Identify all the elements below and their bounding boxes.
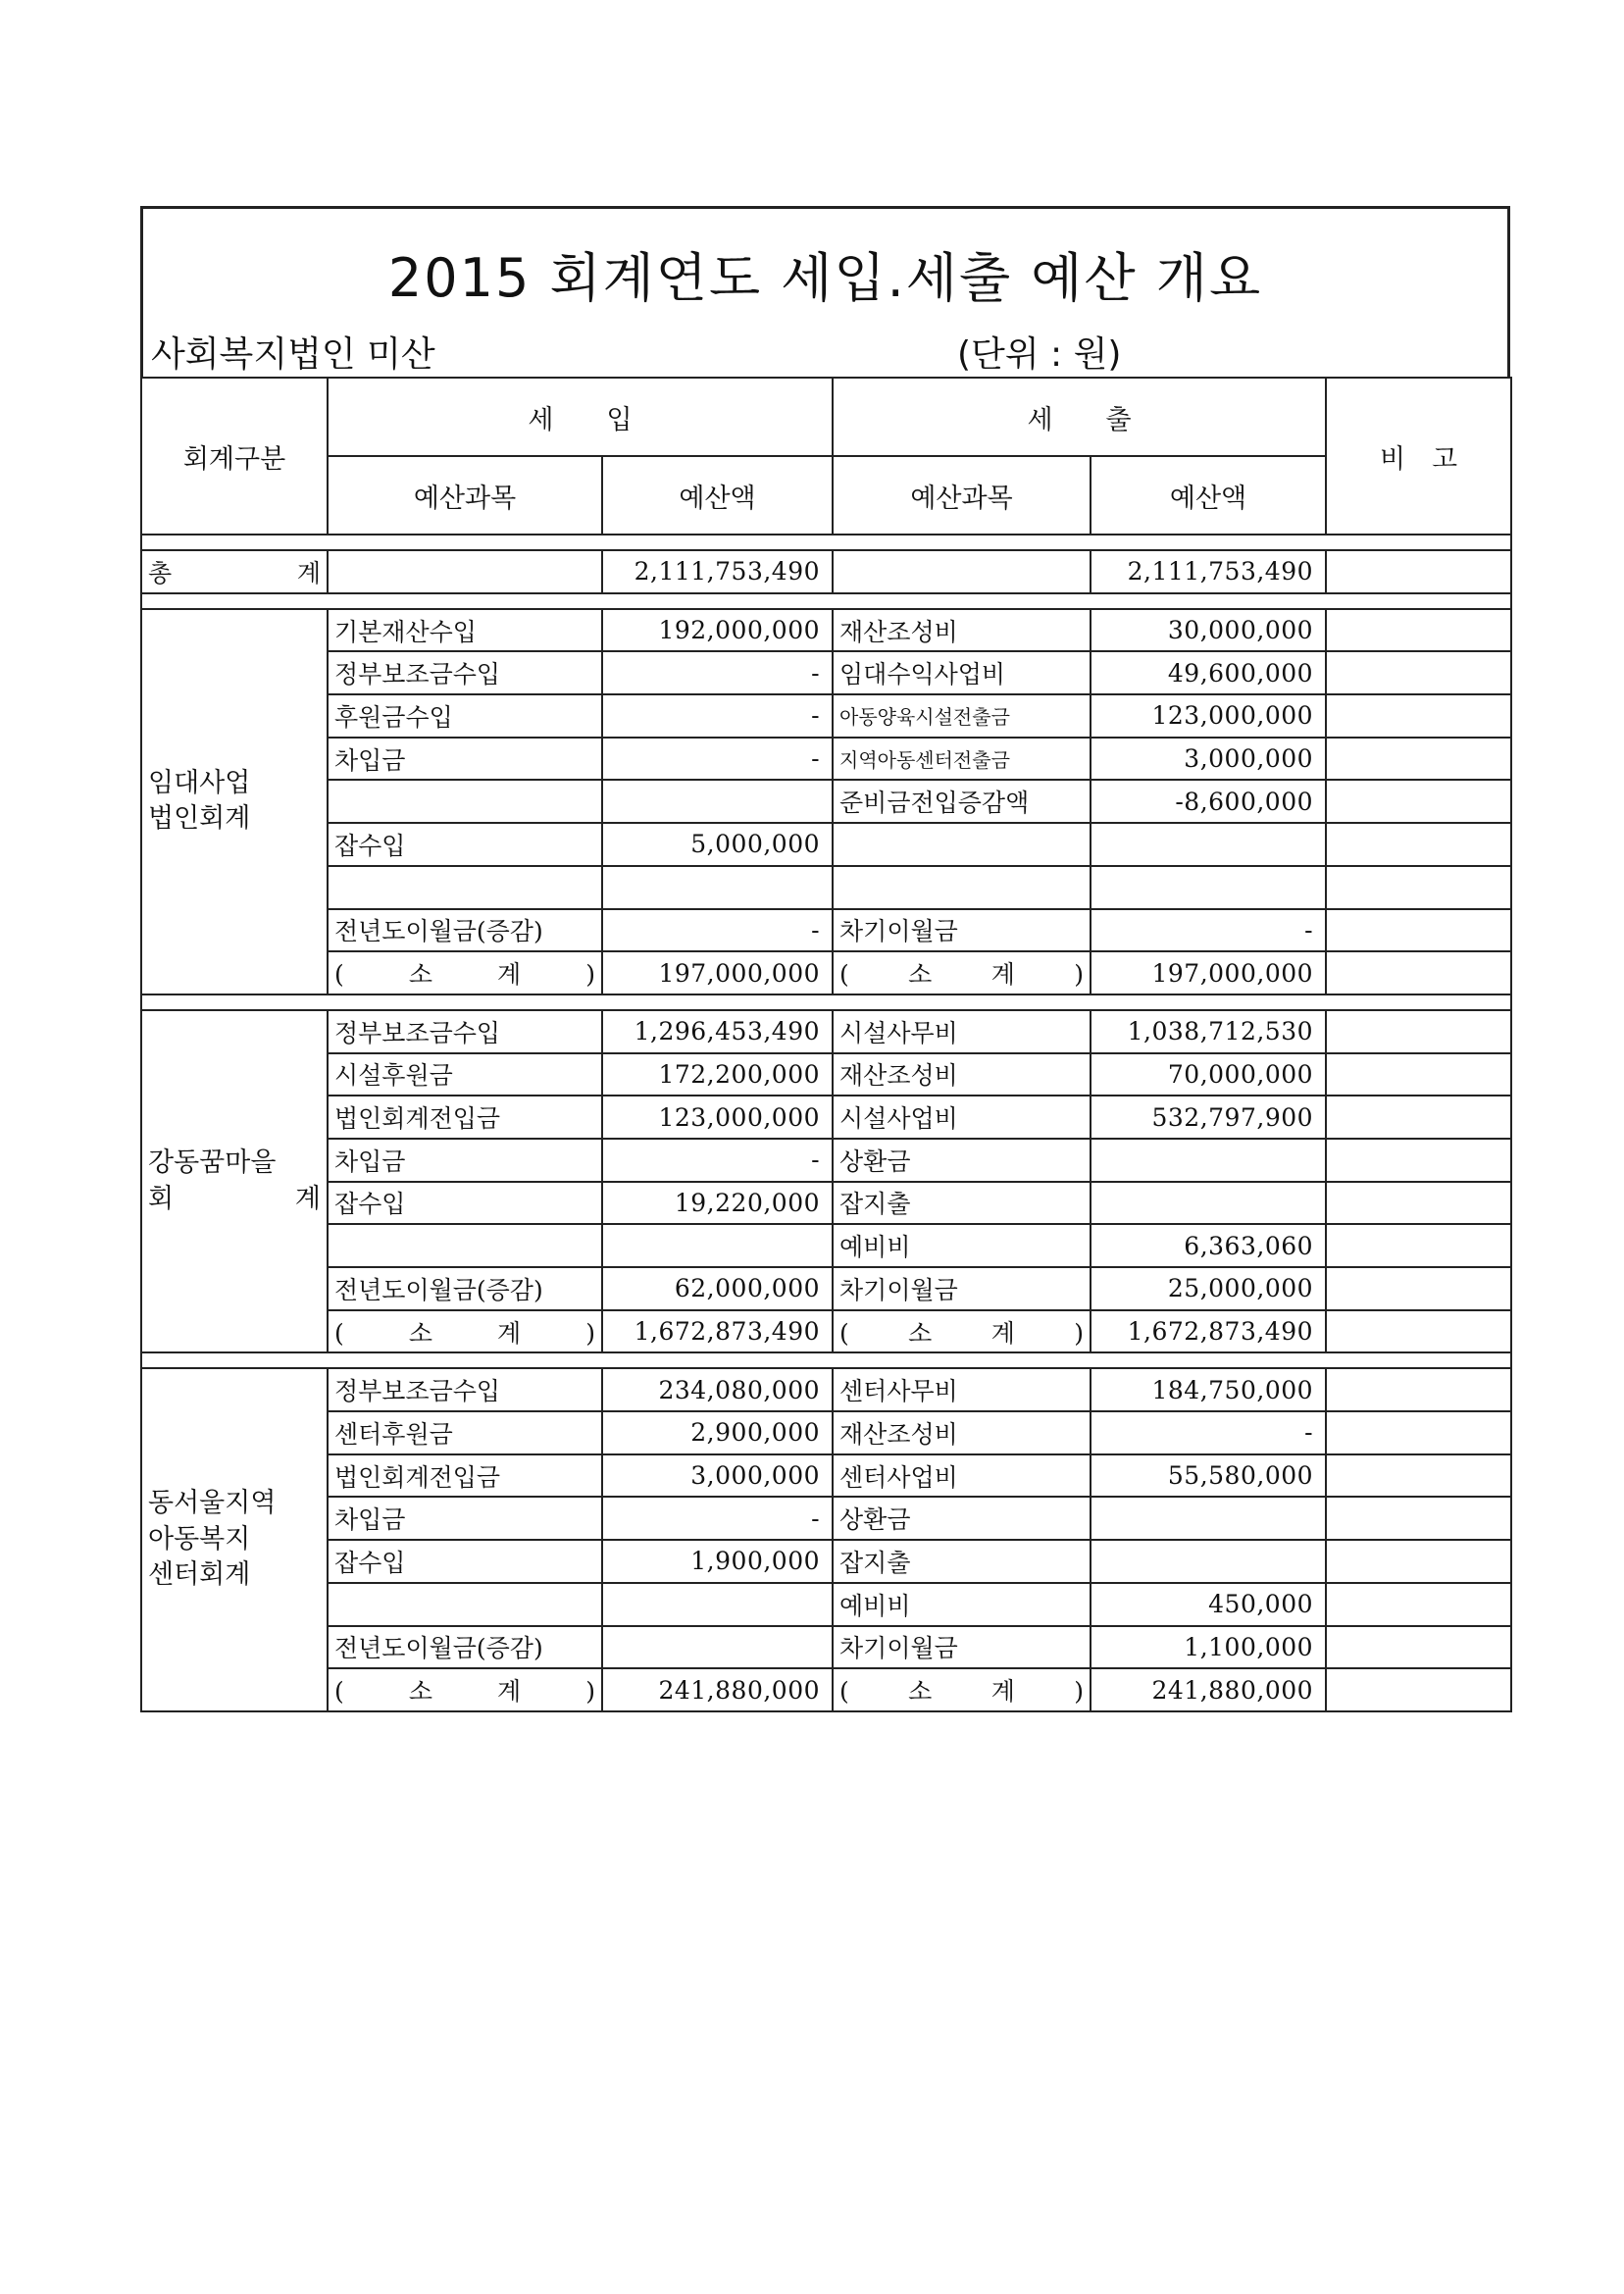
- remarks-cell: [1326, 951, 1511, 994]
- table-row: [141, 1368, 1511, 1411]
- expenditure-amount: 532,797,900: [1091, 1096, 1326, 1139]
- revenue-item: 시설후원금: [328, 1053, 602, 1096]
- expenditure-item: 준비금전입증감액: [833, 780, 1091, 823]
- revenue-amount: 19,220,000: [602, 1182, 833, 1225]
- expenditure-amount: [1091, 1497, 1326, 1540]
- expenditure-amount: 1,038,712,530: [1091, 1010, 1326, 1053]
- expenditure-item: ( 소 계 ): [833, 951, 1091, 994]
- expenditure-amount: 1,672,873,490: [1091, 1310, 1326, 1353]
- expenditure-item: [833, 823, 1091, 866]
- table-row: [141, 909, 1511, 952]
- expenditure-item: 예비비: [833, 1224, 1091, 1267]
- table-row: [141, 866, 1511, 909]
- revenue-amount: 2,900,000: [602, 1411, 833, 1454]
- expenditure-amount: -: [1091, 909, 1326, 952]
- revenue-amount: -: [602, 1139, 833, 1182]
- header-remarks: 비 고: [1326, 378, 1511, 535]
- expenditure-item: 차기이월금: [833, 1626, 1091, 1669]
- section-name-line: 회 계: [148, 1183, 321, 1214]
- table-row: [141, 1540, 1511, 1583]
- revenue-item: 기본재산수입: [328, 609, 602, 652]
- revenue-amount: -: [602, 1497, 833, 1540]
- remarks-cell: [1326, 1267, 1511, 1310]
- revenue-item: [328, 866, 602, 909]
- revenue-item: 차입금: [328, 738, 602, 781]
- revenue-item: 정부보조금수입: [328, 1368, 602, 1411]
- expenditure-amount: 197,000,000: [1091, 951, 1326, 994]
- revenue-amount: 234,080,000: [602, 1368, 833, 1411]
- expenditure-item: 차기이월금: [833, 909, 1091, 952]
- table-row: [141, 1182, 1511, 1225]
- header-revenue: 세 입: [328, 378, 833, 456]
- table-row: [141, 738, 1511, 781]
- expenditure-item: 잡지출: [833, 1540, 1091, 1583]
- expenditure-item: 지역아동센터전출금: [833, 738, 1091, 781]
- table-row: [141, 1096, 1511, 1139]
- revenue-item: 차입금: [328, 1139, 602, 1182]
- expenditure-item: 센터사무비: [833, 1368, 1091, 1411]
- expenditure-item: 재산조성비: [833, 1411, 1091, 1454]
- table-row: [141, 1267, 1511, 1310]
- remarks-cell: [1326, 1540, 1511, 1583]
- table-row: [141, 823, 1511, 866]
- expenditure-item: 임대수익사업비: [833, 651, 1091, 694]
- table-row: [141, 1053, 1511, 1096]
- remarks-cell: [1326, 694, 1511, 738]
- revenue-amount: [602, 1224, 833, 1267]
- expenditure-amount: 241,880,000: [1091, 1668, 1326, 1711]
- table-row: [141, 780, 1511, 823]
- expenditure-amount: 55,580,000: [1091, 1454, 1326, 1498]
- remarks-cell: [1326, 1139, 1511, 1182]
- remarks-cell: [1326, 1583, 1511, 1626]
- expenditure-item: 상환금: [833, 1139, 1091, 1182]
- expenditure-amount: 1,100,000: [1091, 1626, 1326, 1669]
- revenue-item: 법인회계전입금: [328, 1454, 602, 1498]
- unit-label: (단위 : 원): [957, 334, 1122, 375]
- header-division: 회계구분: [141, 378, 328, 535]
- title-box: [140, 206, 1510, 377]
- revenue-item: 센터후원금: [328, 1411, 602, 1454]
- section-name-line: 센터회계: [148, 1559, 251, 1591]
- section-name-line: 임대사업: [148, 767, 251, 798]
- budget-table: [140, 377, 1512, 1712]
- expenditure-amount: 450,000: [1091, 1583, 1326, 1626]
- grand-total-rev-amount: 2,111,753,490: [602, 550, 833, 593]
- section-name: [141, 609, 328, 994]
- document-title: 2015 회계연도 세입.세출 예산 개요: [387, 247, 1263, 309]
- revenue-amount: -: [602, 909, 833, 952]
- expenditure-amount: 123,000,000: [1091, 694, 1326, 738]
- section-name-line: 동서울지역: [148, 1488, 277, 1519]
- revenue-amount: 62,000,000: [602, 1267, 833, 1310]
- header-rev-item: 예산과목: [328, 456, 602, 535]
- revenue-item: 전년도이월금(증감): [328, 909, 602, 952]
- expenditure-item: 시설사업비: [833, 1096, 1091, 1139]
- revenue-amount: 3,000,000: [602, 1454, 833, 1498]
- revenue-item: [328, 1224, 602, 1267]
- expenditure-amount: [1091, 1182, 1326, 1225]
- remarks-cell: [1326, 609, 1511, 652]
- expenditure-amount: 25,000,000: [1091, 1267, 1326, 1310]
- revenue-item: ( 소 계 ): [328, 1310, 602, 1353]
- revenue-item: 잡수입: [328, 1182, 602, 1225]
- table-row: [141, 1224, 1511, 1267]
- revenue-item: 전년도이월금(증감): [328, 1267, 602, 1310]
- expenditure-amount: [1091, 866, 1326, 909]
- section-name: [141, 1368, 328, 1711]
- expenditure-item: ( 소 계 ): [833, 1668, 1091, 1711]
- revenue-item: 정부보조금수입: [328, 651, 602, 694]
- table-row: [141, 1411, 1511, 1454]
- expenditure-amount: 3,000,000: [1091, 738, 1326, 781]
- expenditure-item: 상환금: [833, 1497, 1091, 1540]
- revenue-amount: 123,000,000: [602, 1096, 833, 1139]
- table-row: [141, 1010, 1511, 1053]
- revenue-amount: -: [602, 651, 833, 694]
- expenditure-amount: [1091, 823, 1326, 866]
- expenditure-amount: 30,000,000: [1091, 609, 1326, 652]
- table-row: [141, 951, 1511, 994]
- grand-total-rev-item: [328, 550, 602, 593]
- remarks-cell: [1326, 1411, 1511, 1454]
- expenditure-amount: 184,750,000: [1091, 1368, 1326, 1411]
- table-row: [141, 1454, 1511, 1498]
- revenue-amount: -: [602, 694, 833, 738]
- expenditure-amount: 49,600,000: [1091, 651, 1326, 694]
- section-name-line: 아동복지: [148, 1523, 251, 1555]
- revenue-amount: [602, 866, 833, 909]
- expenditure-item: 센터사업비: [833, 1454, 1091, 1498]
- expenditure-amount: 70,000,000: [1091, 1053, 1326, 1096]
- remarks-cell: [1326, 1454, 1511, 1498]
- header-rev-amount: 예산액: [602, 456, 833, 535]
- budget-document: [140, 206, 1510, 1712]
- remarks-cell: [1326, 1668, 1511, 1711]
- remarks-cell: [1326, 738, 1511, 781]
- grand-total-exp-amount: 2,111,753,490: [1091, 550, 1326, 593]
- remarks-cell: [1326, 1096, 1511, 1139]
- revenue-item: 잡수입: [328, 1540, 602, 1583]
- remarks-cell: [1326, 823, 1511, 866]
- table-row: [141, 694, 1511, 738]
- revenue-amount: [602, 1626, 833, 1669]
- expenditure-item: ( 소 계 ): [833, 1310, 1091, 1353]
- grand-total-remarks: [1326, 550, 1511, 593]
- expenditure-item: [833, 866, 1091, 909]
- revenue-amount: 192,000,000: [602, 609, 833, 652]
- section-name-line: 법인회계: [148, 803, 251, 835]
- revenue-amount: [602, 1583, 833, 1626]
- remarks-cell: [1326, 866, 1511, 909]
- revenue-item: [328, 780, 602, 823]
- revenue-item: 잡수입: [328, 823, 602, 866]
- grand-total-exp-item: [833, 550, 1091, 593]
- grand-total-label: 총 계: [141, 550, 328, 593]
- header-exp-item: 예산과목: [833, 456, 1091, 535]
- table-row: [141, 1668, 1511, 1711]
- section-name-line: 강동꿈마을: [148, 1147, 277, 1179]
- remarks-cell: [1326, 651, 1511, 694]
- expenditure-amount: -8,600,000: [1091, 780, 1326, 823]
- remarks-cell: [1326, 1182, 1511, 1225]
- expenditure-item: 잡지출: [833, 1182, 1091, 1225]
- table-row: [141, 1626, 1511, 1669]
- expenditure-item: 예비비: [833, 1583, 1091, 1626]
- remarks-cell: [1326, 1497, 1511, 1540]
- revenue-item: ( 소 계 ): [328, 951, 602, 994]
- table-row: [141, 1139, 1511, 1182]
- remarks-cell: [1326, 1368, 1511, 1411]
- revenue-amount: [602, 780, 833, 823]
- header-exp-amount: 예산액: [1091, 456, 1326, 535]
- table-row: [141, 1310, 1511, 1353]
- expenditure-amount: -: [1091, 1411, 1326, 1454]
- revenue-item: 정부보조금수입: [328, 1010, 602, 1053]
- revenue-amount: 1,672,873,490: [602, 1310, 833, 1353]
- remarks-cell: [1326, 1310, 1511, 1353]
- table-row: [141, 1583, 1511, 1626]
- revenue-amount: 5,000,000: [602, 823, 833, 866]
- revenue-amount: 241,880,000: [602, 1668, 833, 1711]
- organization-name: 사회복지법인 미산: [151, 334, 435, 375]
- revenue-amount: -: [602, 738, 833, 781]
- expenditure-amount: [1091, 1540, 1326, 1583]
- expenditure-item: 시설사무비: [833, 1010, 1091, 1053]
- header-expenditure: 세 출: [833, 378, 1326, 456]
- grand-total-row: [141, 550, 1511, 593]
- remarks-cell: [1326, 909, 1511, 952]
- remarks-cell: [1326, 1053, 1511, 1096]
- remarks-cell: [1326, 1010, 1511, 1053]
- expenditure-item: 재산조성비: [833, 609, 1091, 652]
- revenue-amount: 1,296,453,490: [602, 1010, 833, 1053]
- revenue-amount: 197,000,000: [602, 951, 833, 994]
- revenue-amount: 1,900,000: [602, 1540, 833, 1583]
- expenditure-amount: 6,363,060: [1091, 1224, 1326, 1267]
- revenue-amount: 172,200,000: [602, 1053, 833, 1096]
- revenue-item: 법인회계전입금: [328, 1096, 602, 1139]
- remarks-cell: [1326, 1626, 1511, 1669]
- expenditure-item: 재산조성비: [833, 1053, 1091, 1096]
- revenue-item: 후원금수입: [328, 694, 602, 738]
- revenue-item: 차입금: [328, 1497, 602, 1540]
- expenditure-item: 차기이월금: [833, 1267, 1091, 1310]
- expenditure-amount: [1091, 1139, 1326, 1182]
- table-row: [141, 609, 1511, 652]
- revenue-item: 전년도이월금(증감): [328, 1626, 602, 1669]
- table-row: [141, 1497, 1511, 1540]
- remarks-cell: [1326, 780, 1511, 823]
- remarks-cell: [1326, 1224, 1511, 1267]
- section-name: [141, 1010, 328, 1353]
- table-row: [141, 651, 1511, 694]
- revenue-item: [328, 1583, 602, 1626]
- expenditure-item: 아동양육시설전출금: [833, 694, 1091, 738]
- revenue-item: ( 소 계 ): [328, 1668, 602, 1711]
